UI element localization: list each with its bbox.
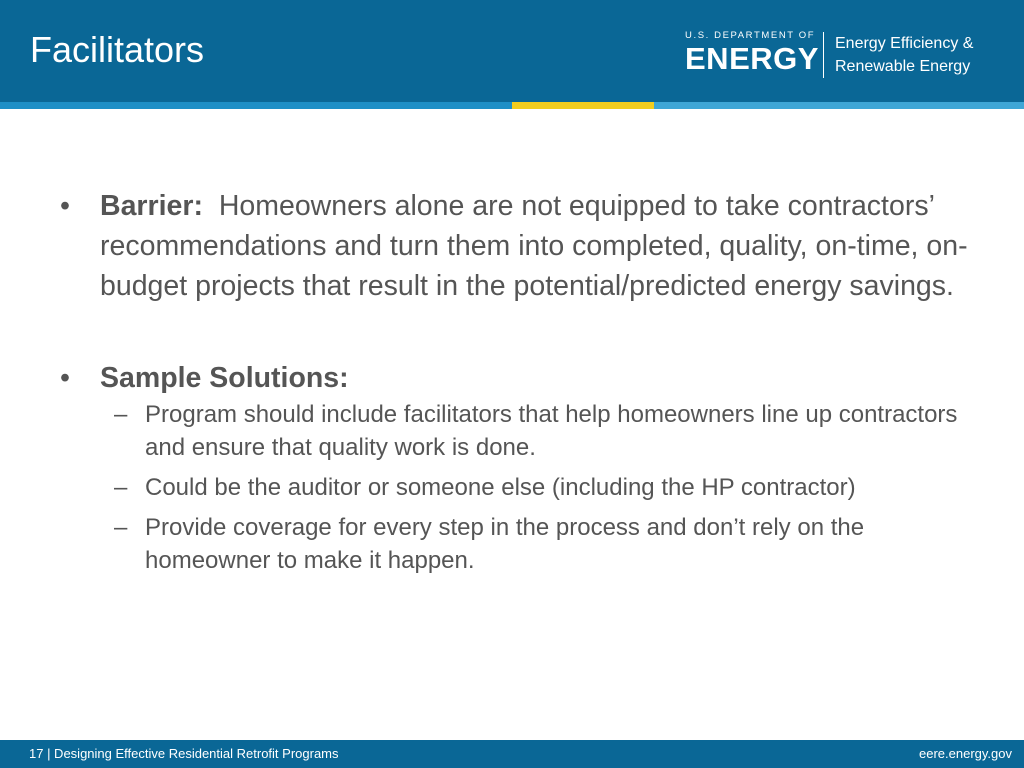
solution-text: Provide coverage for every step in the process and don’t rely on the homeowner to make it happen. (145, 514, 865, 574)
solutions-label: Sample Solutions: (100, 362, 349, 394)
dash-marker: – (114, 474, 128, 501)
header-stripe-yellow (512, 102, 654, 109)
bullet-sample-solutions (58, 358, 978, 398)
slide-footer (0, 740, 1024, 768)
solution-text: Could be the auditor or someone else (including the HP contractor) (145, 474, 856, 501)
barrier-label: Barrier: (100, 190, 203, 222)
logo-office-text (835, 32, 973, 78)
slide-header (0, 0, 1024, 102)
logo-energy-text: ENERGY (685, 41, 819, 76)
header-stripe-blue (0, 102, 512, 109)
solution-item (58, 398, 978, 464)
bullet-barrier (58, 186, 978, 306)
solution-text: Program should include facilitators that help homeowners line up contractors and ensure that quality work is done. (145, 401, 958, 461)
dash-marker: – (114, 401, 128, 428)
solution-item (58, 511, 978, 577)
logo-divider (823, 32, 824, 78)
slide-title: Facilitators (30, 29, 205, 70)
dash-marker: – (114, 514, 128, 541)
solutions-list (58, 398, 978, 577)
solution-item (58, 471, 978, 504)
slide-body (58, 186, 978, 577)
bullet-marker: • (60, 362, 70, 394)
logo-office-line-1: Energy Efficiency & (835, 35, 974, 52)
footer-page-and-title: 17 | Designing Effective Residential Retrofit Programs (29, 746, 339, 761)
bullet-marker: • (60, 190, 70, 222)
barrier-text: Homeowners alone are not equipped to take contractors’ recommendations and turn them into completed, quality, on-time, on-budget projects that result in the potential/predicted energy savings. (100, 190, 968, 302)
logo-office-line-2: Renewable Energy (835, 58, 971, 75)
header-stripe-light-blue (654, 102, 1024, 109)
footer-website: eere.energy.gov (919, 746, 1012, 761)
logo-department-text: U.S. DEPARTMENT OF (685, 30, 816, 41)
